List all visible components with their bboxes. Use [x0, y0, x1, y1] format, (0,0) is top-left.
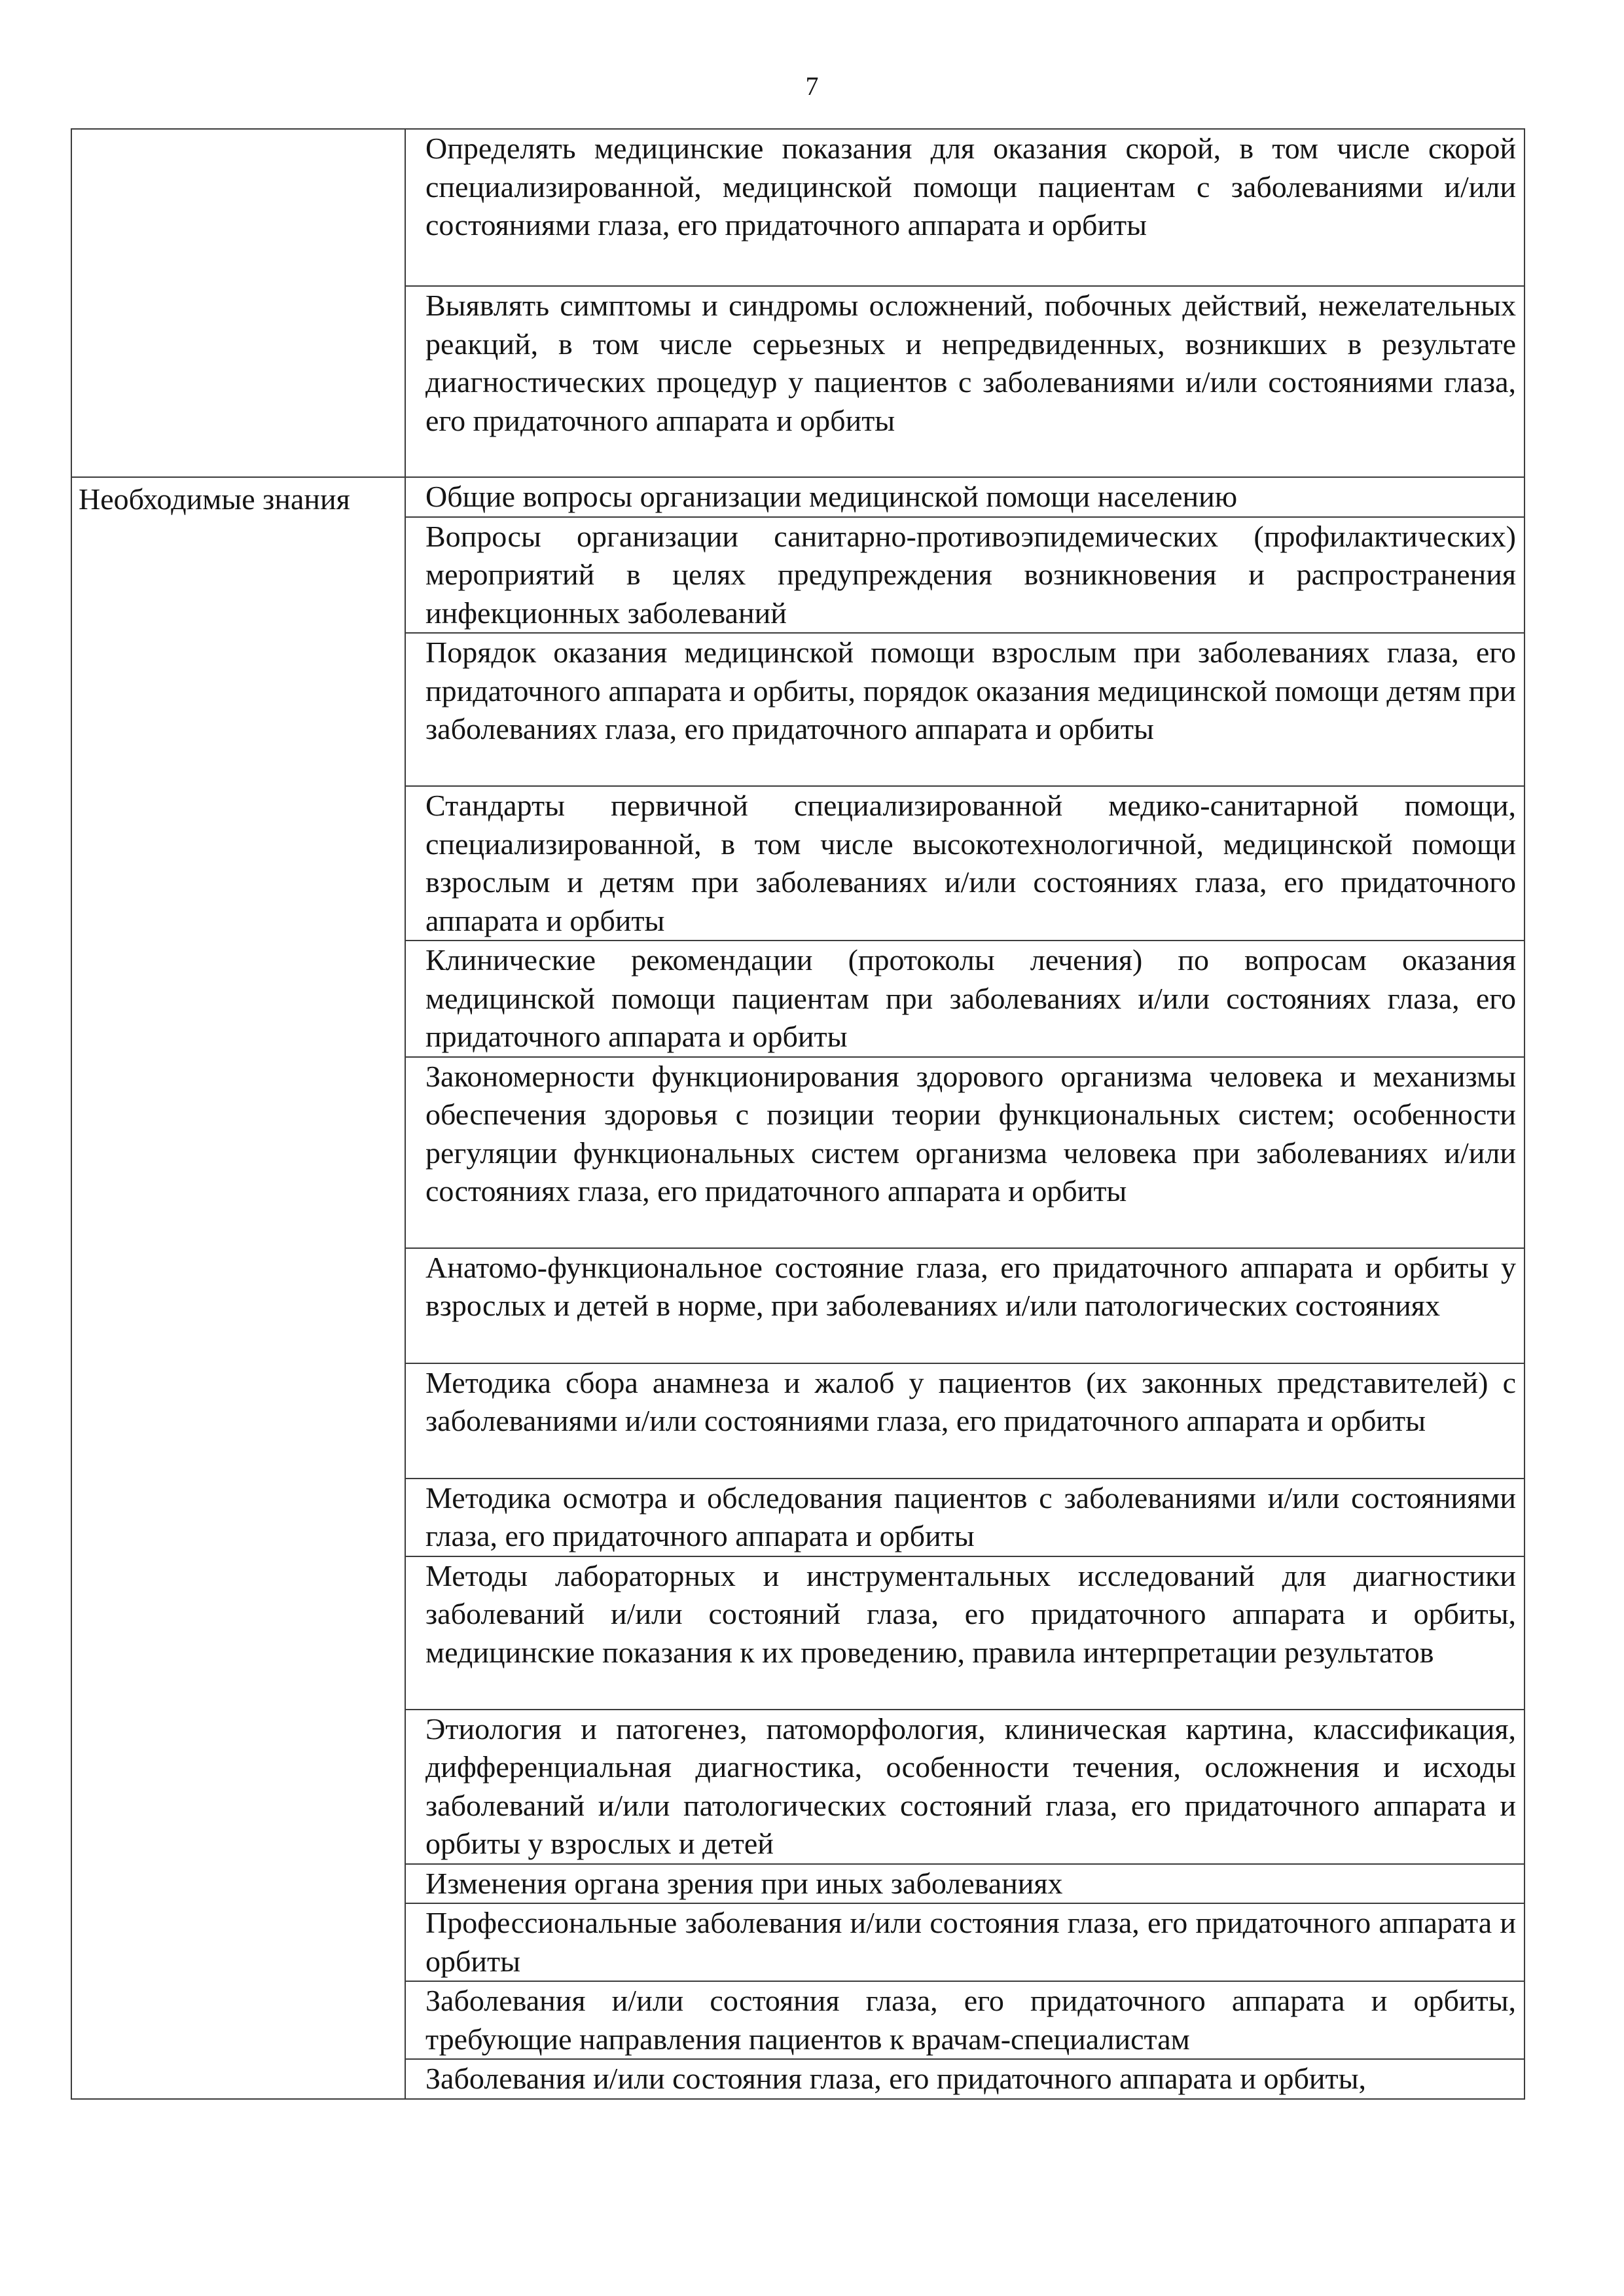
knowledge-item: Анатомо-функциональное состояние глаза, его придаточного аппарата и орбиты у взрослых и детей в норме, при заболеваниях и/или патологических состояниях — [405, 1248, 1525, 1363]
skill-item: Определять медицинские показания для оказания скорой, в том числе скорой специализированной, медицинской помощи пациентам с заболеваниями и/или состояниями глаза, его придаточного аппарата и орбиты — [405, 129, 1525, 286]
table-row — [71, 129, 1525, 286]
knowledge-item: Общие вопросы организации медицинской помощи населению — [405, 477, 1525, 517]
knowledge-item: Этиология и патогенез, патоморфология, клиническая картина, классификация, дифференциальная диагностика, особенности течения, осложнения и исходы заболеваний и/или патологических состояний глаза, его придаточного аппарата и орбиты у взрослых и детей — [405, 1710, 1525, 1864]
knowledge-item: Заболевания и/или состояния глаза, его придаточного аппарата и орбиты, — [405, 2059, 1525, 2099]
skill-item: Выявлять симптомы и синдромы осложнений, побочных действий, нежелательных реакций, в том числе серьезных и непредвиденных, возникших в результате диагностических процедур у пациентов с заболеваниями и/или состояниями глаза, его придаточного аппарата и орбиты — [405, 286, 1525, 477]
knowledge-item: Изменения органа зрения при иных заболеваниях — [405, 1864, 1525, 1904]
knowledge-item: Вопросы организации санитарно-противоэпидемических (профилактических) мероприятий в целях предупреждения возникновения и распространения инфекционных заболеваний — [405, 517, 1525, 634]
knowledge-item: Методы лабораторных и инструментальных исследований для диагностики заболеваний и/или состояний глаза, его придаточного аппарата и орбиты, медицинские показания к их проведению, правила интерпретации результатов — [405, 1556, 1525, 1710]
page-number: 7 — [805, 71, 819, 101]
skills-label-cell-continued — [71, 129, 405, 477]
knowledge-item: Методика сбора анамнеза и жалоб у пациентов (их законных представителей) с заболеваниями и/или состояниями глаза, его придаточного аппарата и орбиты — [405, 1363, 1525, 1479]
knowledge-item: Стандарты первичной специализированной медико-санитарной помощи, специализированной, в том числе высокотехнологичной, медицинской помощи взрослым и детям при заболеваниях и/или состояниях глаза, его придаточного аппарата и орбиты — [405, 786, 1525, 941]
competency-table — [71, 128, 1525, 2100]
knowledge-item: Клинические рекомендации (протоколы лечения) по вопросам оказания медицинской помощи пациентам при заболеваниях и/или состояниях глаза, его придаточного аппарата и орбиты — [405, 941, 1525, 1057]
knowledge-item: Закономерности функционирования здорового организма человека и механизмы обеспечения здоровья с позиции теории функциональных систем; особенности регуляции функциональных систем организма человека при заболеваниях и/или состояниях глаза, его придаточного аппарата и орбиты — [405, 1057, 1525, 1248]
knowledge-label: Необходимые знания — [71, 477, 405, 2099]
knowledge-item: Порядок оказания медицинской помощи взрослым при заболеваниях глаза, его придаточного аппарата и орбиты, порядок оказания медицинской помощи детям при заболеваниях глаза, его придаточного аппарата и орбиты — [405, 633, 1525, 786]
table-row — [71, 477, 1525, 517]
knowledge-item: Заболевания и/или состояния глаза, его придаточного аппарата и орбиты, требующие направления пациентов к врачам-специалистам — [405, 1981, 1525, 2059]
knowledge-item: Методика осмотра и обследования пациентов с заболеваниями и/или состояниями глаза, его придаточного аппарата и орбиты — [405, 1479, 1525, 1556]
knowledge-item: Профессиональные заболевания и/или состояния глаза, его придаточного аппарата и орбиты — [405, 1903, 1525, 1981]
